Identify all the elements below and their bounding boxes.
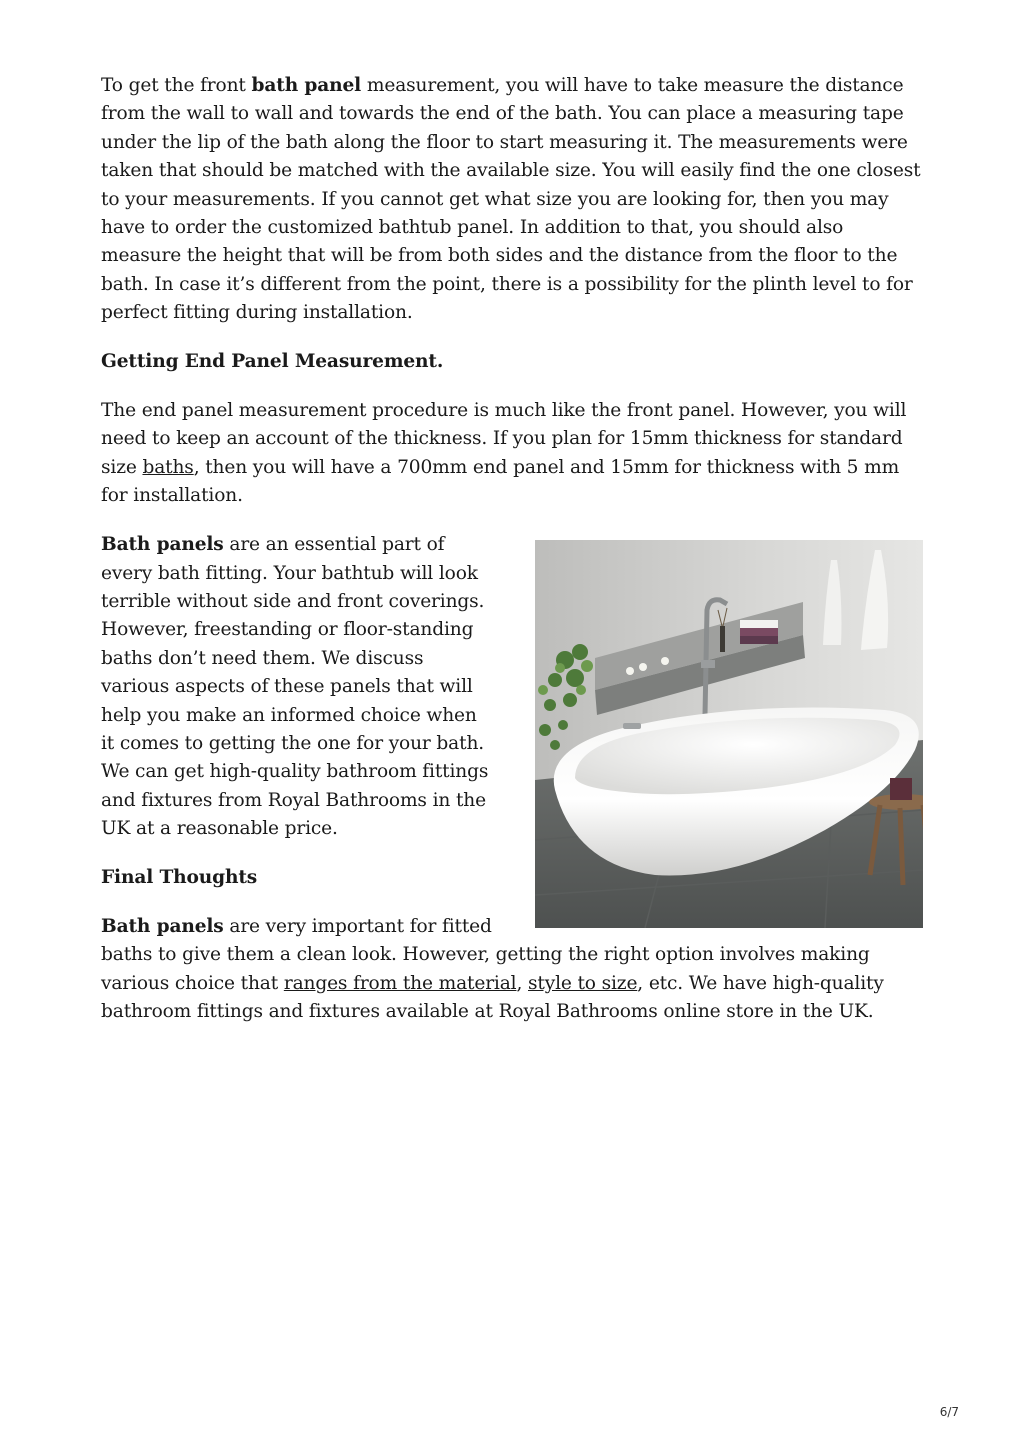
- page-number: 6/7: [939, 1405, 959, 1419]
- paragraph-text: , then you will have a 700mm end panel and 15mm for thickness with 5 mm for installation.: [101, 456, 900, 507]
- end-panel-heading: Getting End Panel Measurement.: [101, 351, 444, 373]
- bold-term: bath panel: [251, 75, 362, 96]
- style-to-size-link[interactable]: style to size: [528, 972, 638, 994]
- bold-term: Bath panels: [101, 534, 224, 556]
- paragraph-text: The end panel measurement procedure is much like the front panel. However, you will need to keep an account of the thickness. If you plan for 15mm thickness for standard size: [101, 400, 907, 478]
- paragraph-text: are very important for fitted baths to give them a clean look. However, getting the right option involves making various choice that: [101, 916, 870, 994]
- article-body: [101, 72, 923, 1047]
- paragraph-text: , etc. We have high-quality bathroom fittings and fixtures available at Royal Bathrooms online store in the UK.: [101, 972, 884, 1023]
- bold-term: Bath panels: [101, 916, 224, 938]
- paragraph-text: To get the front: [101, 75, 252, 96]
- final-thoughts-paragraph: [101, 913, 923, 1027]
- front-panel-paragraph: [101, 72, 923, 328]
- baths-link[interactable]: baths: [142, 456, 194, 478]
- paragraph-text: ,: [516, 972, 528, 994]
- paragraph-text: measurement, you will have to take measure the distance from the wall to wall and towards the end of the bath. You can place a measuring tape under the lip of the bath along the floor to start measuring it. The measurements were taken that should be matched with the available size. You will easily find the one closest to your measurements. If you cannot get what size you are looking for, then you may have to order the customized bathtub panel. In addition to that, you should also measure the height that will be from both sides and the distance from the floor to the bath. In case it’s different from the point, there is a possibility for the plinth level to for perfect fitting during installation.: [101, 75, 921, 324]
- final-thoughts-heading: Final Thoughts: [101, 867, 258, 889]
- end-panel-paragraph: [101, 397, 923, 511]
- paragraph-text: are an essential part of every bath fitting. Your bathtub will look terrible without side and front coverings. However, freestanding or floor-standing baths don’t need them. We discuss various aspects of these panels that will help you make an informed choice when it comes to getting the one for your bath. We can get high-quality bathroom fittings and fixtures from Royal Bathrooms in the UK at a reasonable price.: [101, 534, 489, 840]
- bathtub-image: [535, 540, 923, 928]
- material-link[interactable]: ranges from the material: [283, 972, 517, 994]
